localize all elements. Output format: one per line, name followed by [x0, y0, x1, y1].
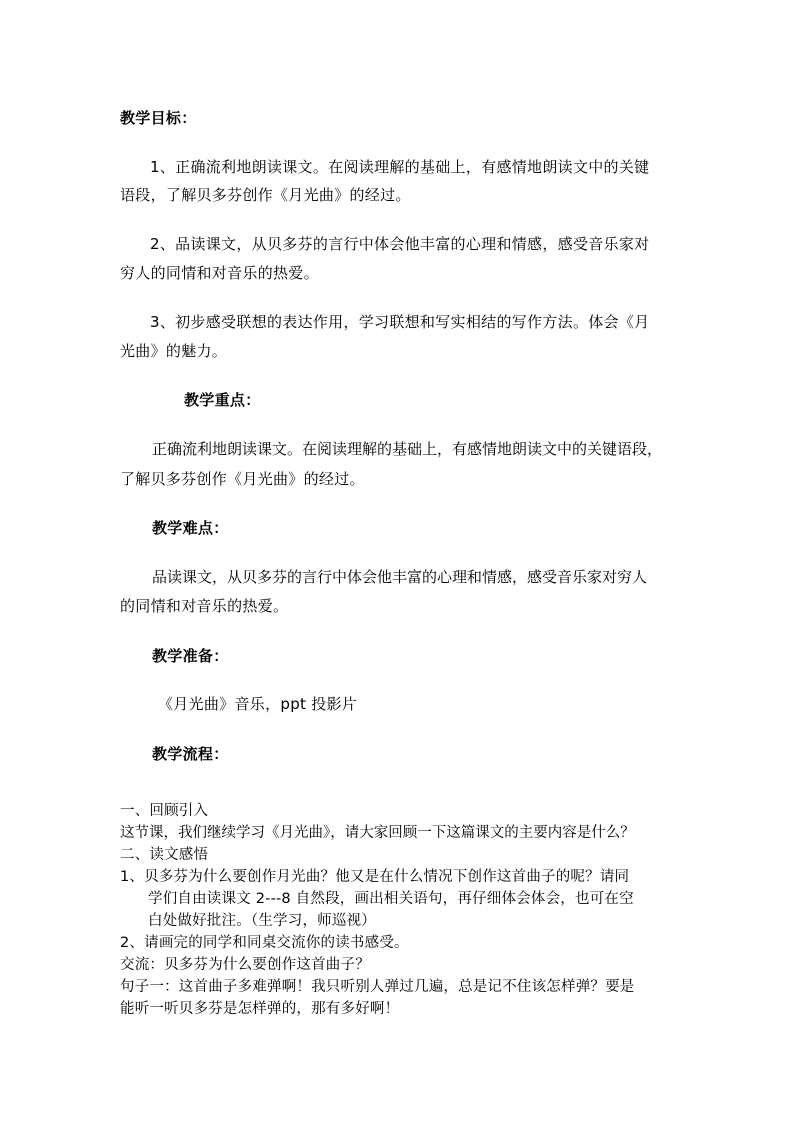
objective-2-line-2: 穷人的同情和对音乐的热爱。: [120, 264, 319, 282]
process-line: 这节课，我们继续学习《月光曲》，请大家回顾一下这篇课文的主要内容是什么？: [120, 825, 635, 841]
difficulties-line-2: 的同情和对音乐的热爱。: [120, 597, 289, 615]
key-points-line-2: 了解贝多芬创作《月光曲》的经过。: [120, 470, 365, 488]
key-points-line-1: 正确流利地朗读课文。在阅读理解的基础上，有感情地朗读文中的关键语段，: [152, 440, 663, 458]
process-line: 一、回顾引入: [120, 803, 209, 819]
objectives-heading: 教学目标：: [120, 109, 197, 127]
difficulties-line-1: 品读课文，从贝多芬的言行中体会他丰富的心理和情感，感受音乐家对穷人: [152, 568, 648, 586]
objective-3-line-2: 光曲》的魅力。: [120, 342, 228, 360]
process-line: 1、贝多芬为什么要创作月光曲？他又是在什么情况下创作这首曲子的呢？请同: [120, 869, 630, 885]
objective-2-line-1: 2、品读课文，从贝多芬的言行中体会他丰富的心理和情感，感受音乐家对: [150, 235, 650, 253]
key-points-heading: 教学重点：: [184, 391, 261, 409]
process-line: 交流：贝多芬为什么要创作这首曲子？: [120, 957, 370, 973]
preparation-heading: 教学准备：: [152, 647, 229, 665]
objective-1-line-1: 1、正确流利地朗读课文。在阅读理解的基础上，有感情地朗读文中的关键: [150, 158, 650, 176]
process-line: 2、请画完的同学和同桌交流你的读书感受。: [120, 935, 409, 951]
process-line: 能听一听贝多芬是怎样弹的，那有多好啊！: [120, 1001, 400, 1017]
preparation-text: 《月光曲》音乐，ppt 投影片: [158, 695, 358, 713]
process-line: 二、读文感悟: [120, 847, 209, 863]
objective-1-line-2: 语段，了解贝多芬创作《月光曲》的经过。: [120, 186, 411, 204]
process-line: 学们自由读课文 2---8 自然段，画出相关语句，再仔细体会体会，也可在空: [148, 891, 634, 907]
objective-3-line-1: 3、初步感受联想的表达作用，学习联想和写实相结的写作方法。体会《月: [150, 313, 650, 331]
process-line: 句子一：这首曲子多难弹啊！我只听别人弹过几遍，总是记不住该怎样弹？要是: [120, 979, 635, 995]
process-line: 白处做好批注。（生学习，师巡视）: [148, 913, 376, 929]
process-heading: 教学流程：: [152, 745, 229, 763]
difficulties-heading: 教学难点：: [152, 519, 229, 537]
